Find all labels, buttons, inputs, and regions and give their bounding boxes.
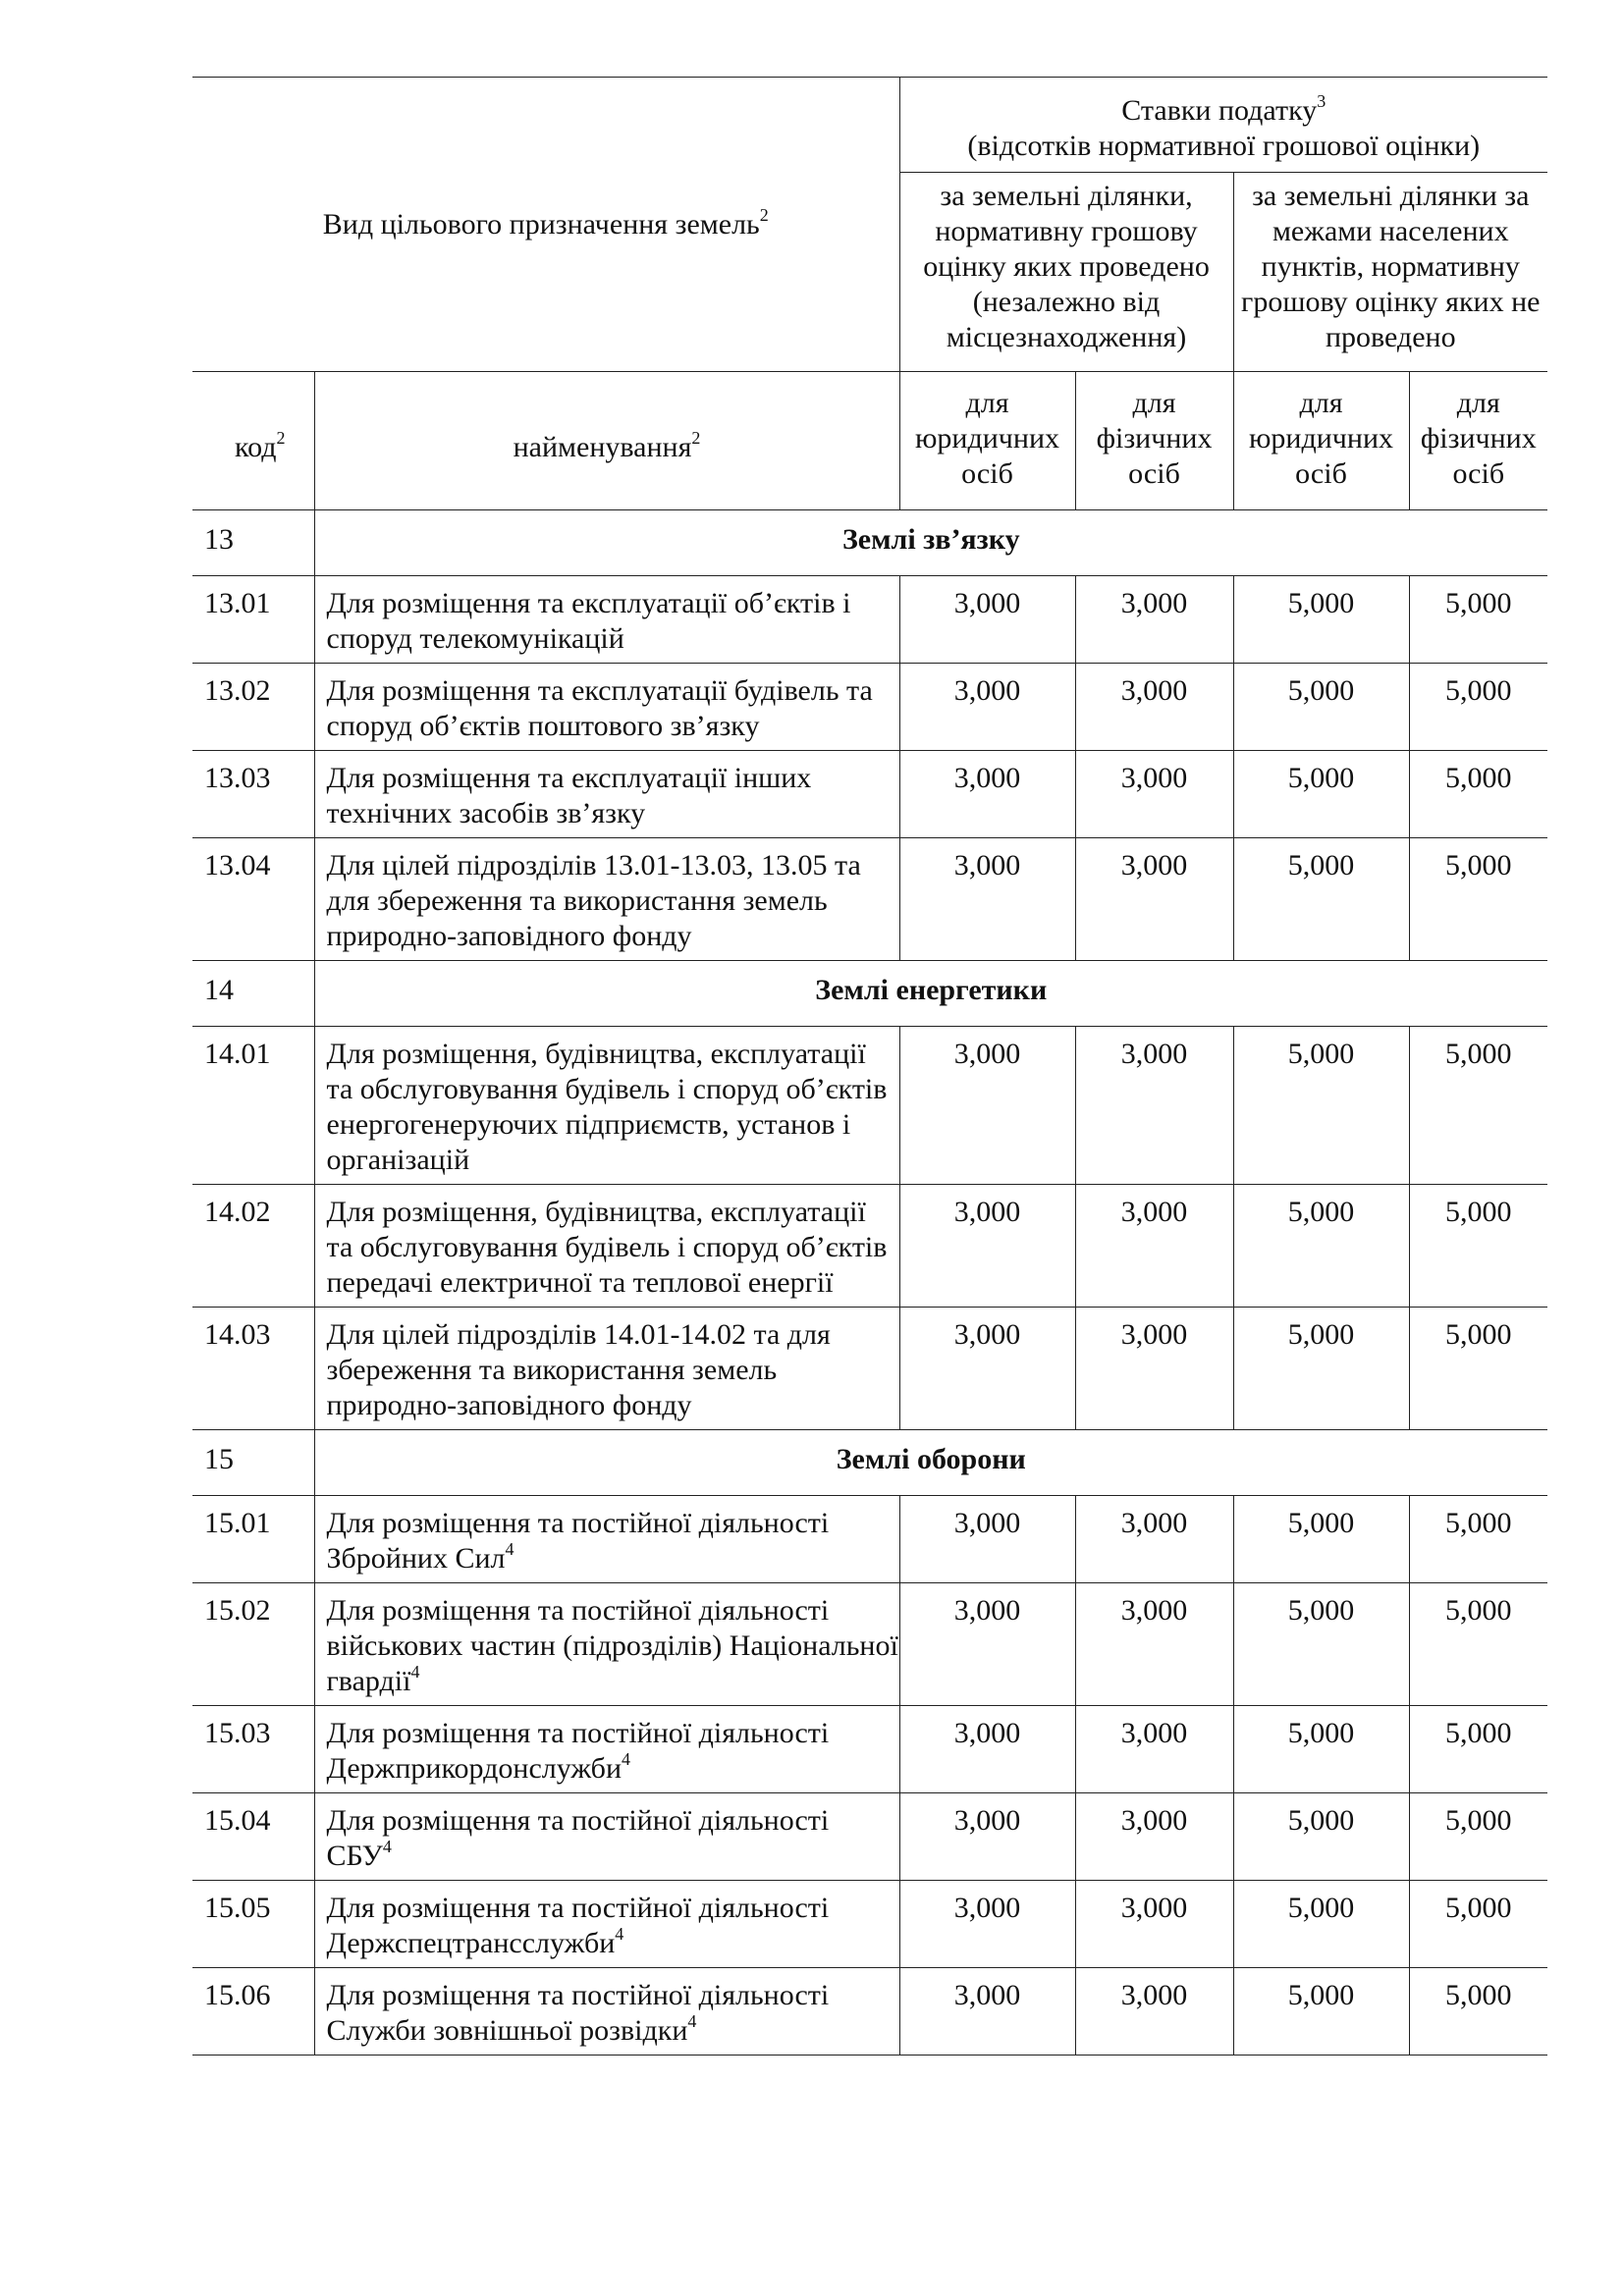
code-label: код bbox=[235, 431, 277, 463]
footnote-mark: 4 bbox=[410, 1662, 420, 1682]
rates-subtitle: (відсотків нормативної грошової оцінки) bbox=[967, 130, 1481, 162]
name-column-header bbox=[314, 372, 899, 510]
row-code: 15.01 bbox=[192, 1496, 314, 1583]
individuals-header: для фізичних осіб bbox=[1409, 372, 1547, 510]
row-code: 15.05 bbox=[192, 1881, 314, 1968]
row-name bbox=[314, 1706, 899, 1793]
row-name-text: Для розміщення та експлуатації інших технічних засобів зв’язку bbox=[326, 762, 812, 829]
table-row bbox=[192, 1496, 1547, 1583]
row-name-text: Для розміщення та постійної діяльності Збройних Сил bbox=[326, 1507, 830, 1575]
rate-value: 5,000 bbox=[1409, 576, 1547, 664]
row-name-text: Для розміщення та постійної діяльності Держспецтрансслужби bbox=[326, 1892, 830, 1959]
rate-value: 5,000 bbox=[1233, 751, 1409, 838]
row-code: 14.02 bbox=[192, 1185, 314, 1308]
section-title: Землі оборони bbox=[314, 1430, 1547, 1496]
footnote-mark: 4 bbox=[622, 1749, 630, 1769]
rate-value: 3,000 bbox=[899, 1793, 1075, 1881]
tax-rates-table bbox=[192, 77, 1547, 2056]
section-code: 15 bbox=[192, 1430, 314, 1496]
rate-value: 5,000 bbox=[1233, 576, 1409, 664]
rates-header bbox=[899, 78, 1547, 173]
rates-title: Ставки податку bbox=[1121, 94, 1318, 127]
rate-value: 5,000 bbox=[1233, 664, 1409, 751]
row-code: 13.01 bbox=[192, 576, 314, 664]
rate-value: 5,000 bbox=[1233, 1881, 1409, 1968]
section-code: 14 bbox=[192, 961, 314, 1027]
row-name bbox=[314, 1968, 899, 2056]
footnote-mark: 2 bbox=[691, 428, 701, 448]
rate-value: 5,000 bbox=[1409, 1027, 1547, 1185]
row-name-text: Для цілей підрозділів 14.01-14.02 та для збереження та використання земель природно-заповідного фонду bbox=[326, 1318, 831, 1421]
legal-entities-header: для юридичних осіб bbox=[1233, 372, 1409, 510]
group-assessed-header: за земельні ділянки, нормативну грошову оцінку яких проведено (незалежно від місцезнаходження) bbox=[899, 173, 1233, 372]
rate-value: 5,000 bbox=[1409, 1496, 1547, 1583]
rate-value: 3,000 bbox=[899, 751, 1075, 838]
rate-value: 5,000 bbox=[1409, 1968, 1547, 2056]
section-row bbox=[192, 961, 1547, 1027]
section-row bbox=[192, 1430, 1547, 1496]
table-row bbox=[192, 1308, 1547, 1430]
row-name-text: Для розміщення, будівництва, експлуатації та обслуговування будівель і споруд об’єктів енергогенеруючих підприємств, установ і організацій bbox=[326, 1038, 888, 1176]
row-name bbox=[314, 1793, 899, 1881]
row-name bbox=[314, 1185, 899, 1308]
row-name-text: Для розміщення та постійної діяльності військових частин (підрозділів) Національної гвардії bbox=[326, 1594, 898, 1697]
row-name-text: Для розміщення та постійної діяльності Служби зовнішньої розвідки bbox=[326, 1979, 830, 2047]
rate-value: 3,000 bbox=[899, 1968, 1075, 2056]
rate-value: 5,000 bbox=[1233, 1968, 1409, 2056]
row-name-text: Для розміщення та експлуатації будівель та споруд об’єктів поштового зв’язку bbox=[326, 674, 873, 742]
code-column-header bbox=[192, 372, 314, 510]
row-code: 15.02 bbox=[192, 1583, 314, 1706]
footnote-mark: 2 bbox=[759, 204, 769, 225]
row-code: 15.06 bbox=[192, 1968, 314, 2056]
rate-value: 3,000 bbox=[899, 838, 1075, 961]
rate-value: 3,000 bbox=[1075, 664, 1233, 751]
rate-value: 5,000 bbox=[1233, 838, 1409, 961]
rate-value: 5,000 bbox=[1233, 1583, 1409, 1706]
rate-value: 3,000 bbox=[1075, 1027, 1233, 1185]
rate-value: 3,000 bbox=[899, 1583, 1075, 1706]
row-name bbox=[314, 664, 899, 751]
table-row bbox=[192, 1968, 1547, 2056]
row-name bbox=[314, 1308, 899, 1430]
rate-value: 5,000 bbox=[1409, 1793, 1547, 1881]
rate-value: 5,000 bbox=[1409, 751, 1547, 838]
group-not-assessed-header: за земельні ділянки за межами населених пунктів, нормативну грошову оцінку яких не проведено bbox=[1233, 173, 1547, 372]
individuals-header: для фізичних осіб bbox=[1075, 372, 1233, 510]
rate-value: 3,000 bbox=[899, 1881, 1075, 1968]
rate-value: 3,000 bbox=[1075, 1583, 1233, 1706]
row-code: 13.03 bbox=[192, 751, 314, 838]
table-row bbox=[192, 838, 1547, 961]
table-row bbox=[192, 1881, 1547, 1968]
legal-entities-header: для юридичних осіб bbox=[899, 372, 1075, 510]
row-code: 14.01 bbox=[192, 1027, 314, 1185]
table-row bbox=[192, 1027, 1547, 1185]
footnote-mark: 4 bbox=[505, 1539, 514, 1559]
table-row bbox=[192, 1583, 1547, 1706]
document-page bbox=[192, 77, 1547, 2056]
row-name bbox=[314, 838, 899, 961]
row-name bbox=[314, 1583, 899, 1706]
rate-value: 3,000 bbox=[1075, 1496, 1233, 1583]
rate-value: 5,000 bbox=[1409, 664, 1547, 751]
row-code: 14.03 bbox=[192, 1308, 314, 1430]
rate-value: 5,000 bbox=[1233, 1185, 1409, 1308]
rate-value: 5,000 bbox=[1409, 1185, 1547, 1308]
name-label: найменування bbox=[513, 431, 692, 463]
section-title: Землі енергетики bbox=[314, 961, 1547, 1027]
rate-value: 3,000 bbox=[899, 1706, 1075, 1793]
rate-value: 3,000 bbox=[899, 1496, 1075, 1583]
rate-value: 3,000 bbox=[1075, 751, 1233, 838]
rate-value: 5,000 bbox=[1233, 1308, 1409, 1430]
rate-value: 5,000 bbox=[1233, 1706, 1409, 1793]
footnote-mark: 4 bbox=[382, 1837, 392, 1856]
table-body bbox=[192, 510, 1547, 2056]
rate-value: 3,000 bbox=[1075, 1308, 1233, 1430]
row-code: 13.02 bbox=[192, 664, 314, 751]
rate-value: 5,000 bbox=[1409, 1706, 1547, 1793]
footnote-mark: 3 bbox=[1317, 91, 1326, 111]
row-code: 15.03 bbox=[192, 1706, 314, 1793]
row-name-text: Для розміщення та постійної діяльності СБУ bbox=[326, 1804, 830, 1872]
rate-value: 3,000 bbox=[1075, 1185, 1233, 1308]
rate-value: 5,000 bbox=[1409, 1881, 1547, 1968]
rate-value: 3,000 bbox=[1075, 1793, 1233, 1881]
rate-value: 3,000 bbox=[899, 1027, 1075, 1185]
section-code: 13 bbox=[192, 510, 314, 576]
row-name-text: Для розміщення та постійної діяльності Держприкордонслужби bbox=[326, 1717, 830, 1785]
rate-value: 5,000 bbox=[1409, 1583, 1547, 1706]
rate-value: 3,000 bbox=[899, 1185, 1075, 1308]
row-name-text: Для розміщення, будівництва, експлуатації та обслуговування будівель і споруд об’єктів передачі електричної та теплової енергії bbox=[326, 1196, 888, 1299]
rate-value: 5,000 bbox=[1409, 1308, 1547, 1430]
table-row bbox=[192, 1793, 1547, 1881]
table-header bbox=[192, 78, 1547, 510]
rate-value: 3,000 bbox=[899, 576, 1075, 664]
table-row bbox=[192, 576, 1547, 664]
rate-value: 3,000 bbox=[899, 1308, 1075, 1430]
section-title: Землі зв’язку bbox=[314, 510, 1547, 576]
rate-value: 3,000 bbox=[1075, 838, 1233, 961]
row-name-text: Для розміщення та експлуатації об’єктів і споруд телекомунікацій bbox=[326, 587, 851, 655]
rate-value: 3,000 bbox=[899, 664, 1075, 751]
row-code: 13.04 bbox=[192, 838, 314, 961]
footnote-mark: 4 bbox=[615, 1924, 624, 1944]
table-row bbox=[192, 664, 1547, 751]
rate-value: 5,000 bbox=[1233, 1496, 1409, 1583]
row-name bbox=[314, 576, 899, 664]
rate-value: 5,000 bbox=[1233, 1027, 1409, 1185]
row-name bbox=[314, 1881, 899, 1968]
table-row bbox=[192, 1185, 1547, 1308]
row-name bbox=[314, 751, 899, 838]
table-row bbox=[192, 751, 1547, 838]
footnote-mark: 4 bbox=[687, 2011, 697, 2031]
rate-value: 5,000 bbox=[1233, 1793, 1409, 1881]
row-name-text: Для цілей підрозділів 13.01-13.03, 13.05 та для збереження та використання земель природно-заповідного фонду bbox=[326, 849, 861, 952]
footnote-mark: 2 bbox=[276, 428, 286, 448]
table-row bbox=[192, 1706, 1547, 1793]
row-name bbox=[314, 1496, 899, 1583]
row-code: 15.04 bbox=[192, 1793, 314, 1881]
rate-value: 3,000 bbox=[1075, 1706, 1233, 1793]
rate-value: 3,000 bbox=[1075, 1881, 1233, 1968]
land-type-title: Вид цільового призначення земель bbox=[322, 207, 760, 240]
rate-value: 3,000 bbox=[1075, 1968, 1233, 2056]
section-row bbox=[192, 510, 1547, 576]
rate-value: 3,000 bbox=[1075, 576, 1233, 664]
land-type-header bbox=[192, 78, 899, 372]
rate-value: 5,000 bbox=[1409, 838, 1547, 961]
row-name bbox=[314, 1027, 899, 1185]
